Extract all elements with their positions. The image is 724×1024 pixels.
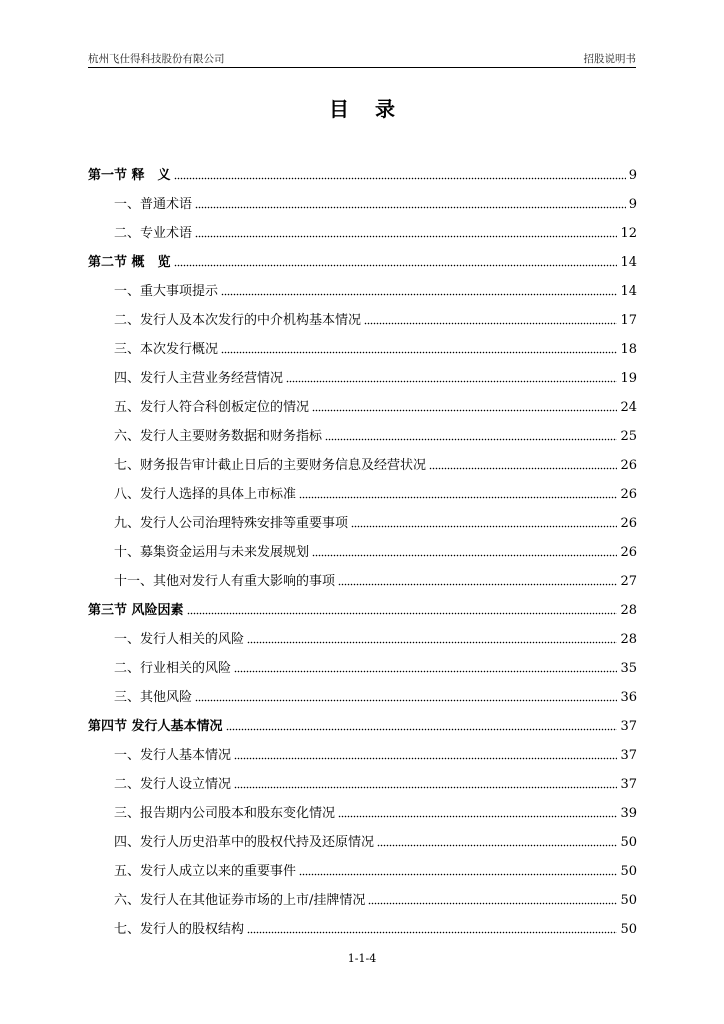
toc-entry-label bbox=[88, 255, 171, 271]
toc-page-number: 12 bbox=[620, 226, 637, 241]
toc-page-number: 50 bbox=[620, 835, 637, 850]
page-number: 1-1-4 bbox=[347, 952, 377, 965]
dot-leader bbox=[234, 785, 617, 789]
toc-entry-label: 三、本次发行概况 bbox=[114, 342, 219, 357]
dot-leader bbox=[368, 901, 617, 905]
toc-page-number: 37 bbox=[620, 719, 637, 734]
toc-section-entry[interactable] bbox=[88, 880, 637, 909]
chapter-number: 第二节 bbox=[88, 255, 128, 270]
toc-page-number: 50 bbox=[620, 893, 637, 908]
page-header bbox=[88, 51, 636, 67]
toc-entry-label: 二、发行人设立情况 bbox=[114, 777, 232, 792]
toc-section-entry[interactable] bbox=[88, 445, 637, 474]
header-company: 杭州飞仕得科技股份有限公司 bbox=[88, 53, 225, 65]
toc-section-entry[interactable] bbox=[88, 300, 637, 329]
toc-page-number: 39 bbox=[620, 806, 637, 821]
toc-entry-label bbox=[88, 719, 223, 735]
toc-page-number: 14 bbox=[620, 284, 637, 299]
dot-leader bbox=[325, 437, 617, 441]
toc-page-number: 36 bbox=[620, 690, 637, 705]
toc-page-number: 26 bbox=[620, 458, 637, 473]
toc-page-number: 9 bbox=[628, 197, 637, 212]
chapter-number: 第一节 bbox=[88, 168, 128, 183]
toc-section-entry[interactable] bbox=[88, 851, 637, 880]
chapter-number: 第四节 bbox=[88, 719, 128, 734]
toc-chapter-entry[interactable] bbox=[88, 706, 637, 735]
toc-section-entry[interactable] bbox=[88, 619, 637, 648]
toc-entry-label: 六、发行人在其他证券市场的上市/挂牌情况 bbox=[114, 893, 366, 908]
toc-entry-label: 四、发行人历史沿革中的股权代持及还原情况 bbox=[114, 835, 375, 850]
dot-leader bbox=[338, 814, 617, 818]
toc-page-number: 14 bbox=[620, 255, 637, 270]
toc-entry-label: 十、募集资金运用与未来发展规划 bbox=[114, 545, 310, 560]
toc-page-number: 37 bbox=[620, 777, 637, 792]
dot-leader bbox=[247, 640, 617, 644]
chapter-title: 发行人基本情况 bbox=[131, 719, 223, 734]
dot-leader bbox=[299, 872, 617, 876]
toc-section-entry[interactable] bbox=[88, 416, 637, 445]
toc-section-entry[interactable] bbox=[88, 213, 637, 242]
toc-page-number: 37 bbox=[620, 748, 637, 763]
dot-leader bbox=[234, 669, 617, 673]
toc-chapter-entry[interactable] bbox=[88, 155, 637, 184]
dot-leader bbox=[187, 611, 618, 615]
table-of-contents bbox=[88, 155, 637, 938]
toc-entry-label: 六、发行人主要财务数据和财务指标 bbox=[114, 429, 323, 444]
toc-section-entry[interactable] bbox=[88, 387, 637, 416]
toc-entry-label: 一、发行人基本情况 bbox=[114, 748, 232, 763]
toc-page-number: 18 bbox=[620, 342, 637, 357]
toc-page-number: 9 bbox=[628, 168, 637, 183]
toc-page-number: 27 bbox=[620, 574, 637, 589]
header-rule bbox=[88, 67, 636, 68]
toc-page-number: 17 bbox=[620, 313, 637, 328]
dot-leader bbox=[286, 379, 617, 383]
toc-page-number: 24 bbox=[620, 400, 637, 415]
toc-page-number: 50 bbox=[620, 922, 637, 937]
toc-entry-label: 十一、其他对发行人有重大影响的事项 bbox=[114, 574, 336, 589]
dot-leader bbox=[221, 292, 617, 296]
chapter-title: 概 览 bbox=[131, 255, 171, 270]
toc-entry-label: 一、重大事项提示 bbox=[114, 284, 219, 299]
toc-section-entry[interactable] bbox=[88, 909, 637, 938]
title-char: 录 bbox=[375, 97, 395, 121]
toc-entry-label: 四、发行人主营业务经营情况 bbox=[114, 371, 284, 386]
toc-entry-label: 一、普通术语 bbox=[114, 197, 193, 212]
dot-leader bbox=[312, 553, 617, 557]
dot-leader bbox=[338, 582, 617, 586]
toc-page-number: 50 bbox=[620, 864, 637, 879]
toc-page-number: 28 bbox=[620, 632, 637, 647]
dot-leader bbox=[247, 930, 617, 934]
toc-entry-label bbox=[88, 168, 171, 184]
toc-page-number: 26 bbox=[620, 545, 637, 560]
toc-section-entry[interactable] bbox=[88, 532, 637, 561]
toc-page-number: 25 bbox=[620, 429, 637, 444]
toc-entry-label: 三、其他风险 bbox=[114, 690, 193, 705]
toc-section-entry[interactable] bbox=[88, 474, 637, 503]
toc-section-entry[interactable] bbox=[88, 503, 637, 532]
dot-leader bbox=[174, 176, 626, 180]
toc-entry-label: 二、发行人及本次发行的中介机构基本情况 bbox=[114, 313, 362, 328]
toc-page-number: 19 bbox=[620, 371, 637, 386]
toc-section-entry[interactable] bbox=[88, 677, 637, 706]
toc-section-entry[interactable] bbox=[88, 648, 637, 677]
chapter-title: 风险因素 bbox=[131, 603, 184, 618]
dot-leader bbox=[195, 698, 617, 702]
dot-leader bbox=[364, 321, 617, 325]
toc-entry-label: 八、发行人选择的具体上市标准 bbox=[114, 487, 297, 502]
toc-section-entry[interactable] bbox=[88, 764, 637, 793]
toc-entry-label: 三、报告期内公司股本和股东变化情况 bbox=[114, 806, 336, 821]
dot-leader bbox=[195, 234, 617, 238]
toc-section-entry[interactable] bbox=[88, 184, 637, 213]
dot-leader bbox=[221, 350, 617, 354]
toc-entry-label: 五、发行人成立以来的重要事件 bbox=[114, 864, 297, 879]
dot-leader bbox=[351, 524, 617, 528]
header-doc-type: 招股说明书 bbox=[583, 53, 636, 65]
toc-page-number: 26 bbox=[620, 487, 637, 502]
dot-leader bbox=[174, 263, 618, 267]
toc-section-entry[interactable] bbox=[88, 329, 637, 358]
toc-entry-label: 七、发行人的股权结构 bbox=[114, 922, 245, 937]
toc-section-entry[interactable] bbox=[88, 561, 637, 590]
toc-section-entry[interactable] bbox=[88, 271, 637, 300]
title-char: 目 bbox=[329, 97, 349, 121]
dot-leader bbox=[226, 727, 618, 731]
dot-leader bbox=[312, 408, 617, 412]
toc-chapter-entry[interactable] bbox=[88, 590, 637, 619]
toc-chapter-entry[interactable] bbox=[88, 242, 637, 271]
dot-leader bbox=[234, 756, 617, 760]
chapter-title: 释 义 bbox=[131, 168, 171, 183]
toc-entry-label: 二、行业相关的风险 bbox=[114, 661, 232, 676]
toc-page-number: 26 bbox=[620, 516, 637, 531]
toc-page-number: 28 bbox=[620, 603, 637, 618]
toc-entry-label bbox=[88, 603, 184, 619]
dot-leader bbox=[299, 495, 617, 499]
toc-entry-label: 九、发行人公司治理特殊安排等重要事项 bbox=[114, 516, 349, 531]
toc-entry-label: 五、发行人符合科创板定位的情况 bbox=[114, 400, 310, 415]
toc-entry-label: 二、专业术语 bbox=[114, 226, 193, 241]
toc-section-entry[interactable] bbox=[88, 735, 637, 764]
dot-leader bbox=[429, 466, 617, 470]
dot-leader bbox=[377, 843, 617, 847]
toc-section-entry[interactable] bbox=[88, 358, 637, 387]
toc-section-entry[interactable] bbox=[88, 822, 637, 851]
toc-entry-label: 一、发行人相关的风险 bbox=[114, 632, 245, 647]
chapter-number: 第三节 bbox=[88, 603, 128, 618]
toc-entry-label: 七、财务报告审计截止日后的主要财务信息及经营状况 bbox=[114, 458, 427, 473]
page-title bbox=[0, 93, 724, 122]
toc-section-entry[interactable] bbox=[88, 793, 637, 822]
toc-page-number: 35 bbox=[620, 661, 637, 676]
dot-leader bbox=[195, 205, 626, 209]
